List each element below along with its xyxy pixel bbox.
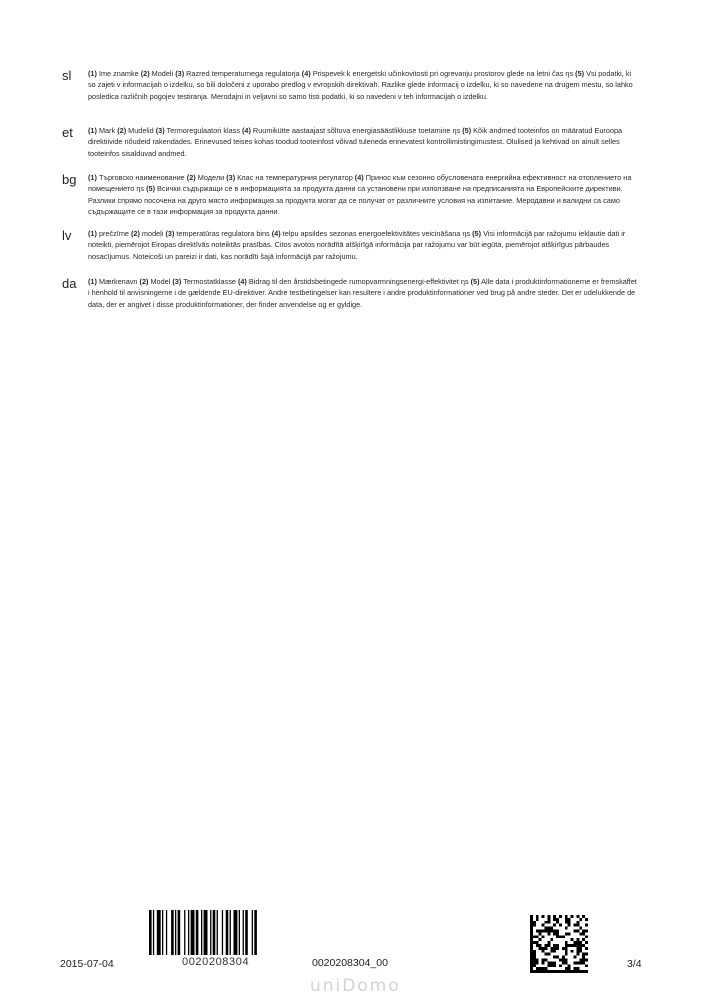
matrix-module: [568, 970, 571, 973]
matrix-module: [550, 930, 553, 933]
barcode-bar: [191, 910, 195, 955]
item-number: (5): [575, 69, 585, 78]
matrix-module: [556, 935, 559, 938]
matrix-module: [542, 970, 545, 973]
matrix-module: [576, 915, 579, 918]
matrix-module: [553, 970, 556, 973]
matrix-module: [582, 932, 585, 935]
matrix-module: [582, 938, 585, 941]
block-text: [88, 68, 640, 102]
item-text: Termostatklasse: [181, 277, 238, 286]
matrix-module: [553, 915, 556, 918]
matrix-module: [545, 927, 548, 930]
matrix-module: [576, 921, 579, 924]
matrix-module: [582, 970, 585, 973]
matrix-module: [582, 953, 585, 956]
matrix-module: [565, 953, 568, 956]
matrix-module: [556, 956, 559, 959]
matrix-module: [547, 921, 550, 924]
matrix-module: [568, 918, 571, 921]
matrix-module: [576, 938, 579, 941]
matrix-module: [553, 947, 556, 950]
matrix-module: [585, 918, 588, 921]
matrix-module: [533, 961, 536, 964]
matrix-module: [530, 941, 533, 944]
matrix-module: [536, 918, 539, 921]
matrix-module: [556, 947, 559, 950]
matrix-module: [582, 959, 585, 962]
matrix-module: [536, 961, 539, 964]
matrix-module: [576, 950, 579, 953]
matrix-module: [562, 970, 565, 973]
matrix-module: [579, 947, 582, 950]
item-number: (2): [139, 277, 149, 286]
matrix-module: [576, 953, 579, 956]
matrix-module: [562, 959, 565, 962]
matrix-module: [574, 941, 577, 944]
item-number: (4): [354, 173, 364, 182]
item-number: (5): [470, 277, 480, 286]
matrix-module: [559, 924, 562, 927]
matrix-module: [547, 964, 550, 967]
item-text: Prispevek k energetski učinkovitosti pri ogrevanju prostorov glede na letni čas ηs: [310, 69, 576, 78]
item-number: (2): [140, 69, 150, 78]
barcode-bar: [213, 910, 216, 955]
matrix-module: [533, 970, 536, 973]
matrix-module: [559, 964, 562, 967]
item-text: Termoregulaatori klass: [164, 126, 242, 135]
item-text: Visi informācijā par ražojumu iekļautie dati ir noteikti, piemērojot Eiropas direktīvās noteiktās prasības. Citos avotos norādītā atšķirīgā informācija par ražojumu var būt iegūta, piemērojot atšķirīgus pārbaudes nosacījumus. Noteicoši un pareizi ir dati, kas norādīti šajā informācijā par ražojumu.: [88, 229, 626, 261]
matrix-module: [533, 956, 536, 959]
barcode-bar: [234, 910, 238, 955]
matrix-module: [530, 953, 533, 956]
matrix-module: [547, 941, 550, 944]
matrix-module: [559, 915, 562, 918]
matrix-module: [547, 932, 550, 935]
matrix-module: [585, 947, 588, 950]
matrix-module: [556, 921, 559, 924]
matrix-module: [530, 947, 533, 950]
matrix-module: [571, 915, 574, 918]
matrix-module: [536, 941, 539, 944]
matrix-module: [576, 967, 579, 970]
item-text: Modeli: [149, 69, 176, 78]
matrix-module: [550, 947, 553, 950]
block-text: [88, 276, 640, 310]
matrix-module: [530, 959, 533, 962]
item-number: (4): [271, 229, 281, 238]
item-number: (1): [88, 229, 97, 238]
barcode-bar: [162, 910, 163, 955]
matrix-module: [576, 941, 579, 944]
matrix-module: [582, 944, 585, 947]
matrix-module: [530, 944, 533, 947]
matrix-module: [545, 953, 548, 956]
document-id: 0020208304_00: [312, 957, 388, 969]
item-text: Mudelid: [126, 126, 156, 135]
matrix-module: [536, 915, 539, 918]
matrix-module: [574, 970, 577, 973]
barcode-number: 0020208304: [182, 956, 250, 968]
watermark: uniDomo: [310, 976, 401, 996]
matrix-module: [530, 956, 533, 959]
matrix-module: [542, 967, 545, 970]
barcode-bar: [226, 910, 229, 955]
item-number: (1): [88, 277, 97, 286]
matrix-module: [565, 959, 568, 962]
matrix-module: [533, 959, 536, 962]
item-number: (1): [88, 126, 97, 135]
matrix-module: [556, 932, 559, 935]
footer-date: 2015-07-04: [60, 958, 114, 970]
item-text: Model: [148, 277, 173, 286]
barcode-bar: [184, 910, 185, 955]
matrix-module: [550, 970, 553, 973]
matrix-module: [585, 930, 588, 933]
item-text: Ime znamke: [96, 69, 141, 78]
matrix-module: [585, 924, 588, 927]
matrix-module: [576, 930, 579, 933]
barcode-bar: [166, 910, 167, 955]
matrix-module: [539, 947, 542, 950]
barcode-image: [149, 910, 285, 955]
barcode-bar: [252, 910, 253, 955]
matrix-module: [574, 956, 577, 959]
block-text: [88, 125, 640, 159]
matrix-module: [547, 927, 550, 930]
matrix-module: [565, 918, 568, 921]
matrix-module: [547, 953, 550, 956]
matrix-module: [562, 935, 565, 938]
item-text: Alle data i produktinformationerne er fremskaffet i henhold til anvisningerne i de gældende EU-direktiver. Andre testbetingelser kan resultere i andre produktinformationer ved brug på andre steder. Det er udelukkende de data, der er angivet i disse produktinformationer, der finder anvendelse og er gyldige.: [88, 277, 637, 309]
matrix-module: [533, 941, 536, 944]
item-number: (3): [226, 173, 236, 182]
matrix-module: [530, 970, 533, 973]
item-text: Mark: [96, 126, 118, 135]
matrix-module: [576, 924, 579, 927]
matrix-module: [556, 944, 559, 947]
matrix-module: [533, 950, 536, 953]
matrix-module: [556, 970, 559, 973]
matrix-module: [547, 961, 550, 964]
item-text: Ruumikütte aastaajast sõltuva energiasäästlikkuse toetamine ηs: [250, 126, 463, 135]
matrix-module: [568, 944, 571, 947]
matrix-module: [545, 930, 548, 933]
matrix-module: [550, 961, 553, 964]
matrix-module: [562, 961, 565, 964]
barcode-bar: [157, 910, 161, 955]
matrix-module: [530, 918, 533, 921]
matrix-module: [550, 950, 553, 953]
language-code: lv: [62, 228, 72, 243]
matrix-module: [579, 941, 582, 944]
matrix-module: [585, 959, 588, 962]
barcode-bar: [222, 910, 223, 955]
page-number: 3/4: [627, 958, 642, 970]
barcode-bar: [201, 910, 202, 955]
matrix-module: [553, 944, 556, 947]
matrix-module: [553, 932, 556, 935]
matrix-module: [579, 970, 582, 973]
matrix-module: [571, 970, 574, 973]
matrix-module: [565, 967, 568, 970]
matrix-module: [585, 935, 588, 938]
item-number: (5): [472, 229, 482, 238]
matrix-module: [565, 950, 568, 953]
language-code: sl: [62, 68, 72, 83]
barcode-bar: [245, 910, 248, 955]
barcode-bar: [171, 910, 174, 955]
matrix-module: [536, 944, 539, 947]
item-text: Bidrag til den årstidsbetingede rumopvarmningsenergi-effektivitet ηs: [246, 277, 471, 286]
item-number: (1): [88, 173, 97, 182]
item-number: (2): [117, 126, 127, 135]
matrix-module: [574, 944, 577, 947]
matrix-module: [568, 932, 571, 935]
matrix-module: [539, 944, 542, 947]
matrix-module: [542, 915, 545, 918]
language-code: bg: [62, 172, 77, 187]
barcode-bar: [230, 910, 231, 955]
item-number: (4): [301, 69, 311, 78]
barcode-bar: [204, 910, 208, 955]
matrix-module: [565, 915, 568, 918]
language-code: da: [62, 276, 77, 291]
matrix-module: [545, 967, 548, 970]
matrix-module: [574, 930, 577, 933]
item-number: (5): [462, 126, 472, 135]
matrix-module: [536, 967, 539, 970]
item-text: Модели: [195, 173, 227, 182]
item-number: (5): [146, 184, 155, 194]
barcode-bar: [188, 910, 189, 955]
matrix-module: [579, 950, 582, 953]
item-number: (3): [172, 277, 182, 286]
matrix-module: [574, 924, 577, 927]
matrix-module: [530, 967, 533, 970]
matrix-module: [579, 932, 582, 935]
matrix-module: [547, 915, 550, 918]
matrix-module: [559, 959, 562, 962]
item-text: Vsi podatki, ki so zajeti v informacijah o izdelku, so bili določeni z uporabo predlog v evropskih direktivah. Razlike glede informacij o izdelku, ki so navedene na drugem mestu, so lahko posledica različnih pogojev testiranja. Merodajni in veljavni so samo tisti podatki, ki so navedeni v teh informacijah o izdelku.: [88, 69, 633, 101]
barcode-bar: [178, 910, 181, 955]
matrix-module: [536, 959, 539, 962]
matrix-module: [536, 930, 539, 933]
matrix-module: [562, 956, 565, 959]
matrix-module: [533, 921, 536, 924]
matrix-module: [585, 970, 588, 973]
matrix-module: [550, 938, 553, 941]
matrix-module: [542, 947, 545, 950]
matrix-module: [530, 930, 533, 933]
matrix-module: [582, 915, 585, 918]
item-text: Mærkenavn: [96, 277, 140, 286]
matrix-module: [565, 970, 568, 973]
matrix-module: [539, 970, 542, 973]
matrix-module: [539, 932, 542, 935]
matrix-module: [530, 938, 533, 941]
matrix-module: [550, 964, 553, 967]
matrix-module: [545, 970, 548, 973]
matrix-module: [530, 932, 533, 935]
matrix-module: [579, 927, 582, 930]
matrix-module: [576, 970, 579, 973]
matrix-module: [571, 938, 574, 941]
item-text: Razred temperaturnega regulatorja: [184, 69, 302, 78]
matrix-module: [574, 967, 577, 970]
matrix-module: [530, 927, 533, 930]
barcode-bar: [153, 910, 154, 955]
matrix-module: [579, 961, 582, 964]
matrix-module: [565, 921, 568, 924]
matrix-module: [530, 924, 533, 927]
matrix-module: [533, 953, 536, 956]
item-number: (3): [155, 126, 165, 135]
matrix-module: [576, 961, 579, 964]
barcode-bar: [196, 910, 199, 955]
matrix-module: [553, 964, 556, 967]
item-text: Клас на температурния регулатор: [235, 173, 355, 182]
block-text: [88, 228, 640, 262]
item-text: Kõik andmed tooteinfos on määratud Euroopa direktiivide nõudeid rakendades. Erinevused teises kohas toodud tooteinfost võivad tuleneda erinevatest kontrollimistingimustest. Olulised ja kehtivad on ainult selles tooteinfos sisalduvad andmed.: [88, 126, 623, 158]
item-number: (2): [130, 229, 140, 238]
item-number: (4): [237, 277, 247, 286]
matrix-module: [542, 950, 545, 953]
matrix-module: [585, 964, 588, 967]
barcode-bar: [149, 910, 152, 955]
matrix-module: [553, 924, 556, 927]
matrix-module: [550, 927, 553, 930]
matrix-module: [556, 918, 559, 921]
matrix-module: [547, 918, 550, 921]
item-number: (1): [88, 69, 97, 78]
matrix-module: [545, 947, 548, 950]
matrix-module: [542, 959, 545, 962]
barcode-bar: [175, 910, 176, 955]
item-number: (2): [186, 173, 196, 182]
matrix-module: [553, 950, 556, 953]
item-text: prečzīme: [96, 229, 131, 238]
item-number: (3): [165, 229, 175, 238]
matrix-module: [576, 947, 579, 950]
matrix-module: [547, 930, 550, 933]
matrix-module: [542, 961, 545, 964]
matrix-module: [553, 961, 556, 964]
matrix-module: [545, 944, 548, 947]
barcode-bar: [239, 910, 240, 955]
matrix-module: [553, 930, 556, 933]
matrix-module: [553, 918, 556, 921]
matrix-module: [562, 947, 565, 950]
item-text: temperatūras regulatora bins: [174, 229, 272, 238]
matrix-module: [542, 935, 545, 938]
matrix-module: [536, 970, 539, 973]
matrix-module: [545, 959, 548, 962]
item-text: Търговско наименование: [96, 173, 187, 182]
barcode-bar: [210, 910, 211, 955]
item-text: telpu apsildes sezonas energoefektivitātes veicināšana ηs: [280, 229, 473, 238]
matrix-module: [568, 967, 571, 970]
matrix-module: [565, 961, 568, 964]
matrix-module: [533, 964, 536, 967]
matrix-module: [565, 941, 568, 944]
matrix-module: [539, 930, 542, 933]
matrix-module: [579, 959, 582, 962]
matrix-module: [585, 953, 588, 956]
matrix-module: [530, 935, 533, 938]
matrix-module: [539, 967, 542, 970]
matrix-module: [565, 944, 568, 947]
item-number: (3): [175, 69, 185, 78]
matrix-module: [533, 924, 536, 927]
matrix-module: [565, 932, 568, 935]
matrix-module: [571, 950, 574, 953]
matrix-module: [530, 921, 533, 924]
matrix-module: [539, 938, 542, 941]
item-text: modeļi: [139, 229, 166, 238]
matrix-module: [579, 918, 582, 921]
matrix-module: [585, 941, 588, 944]
matrix-module: [536, 935, 539, 938]
matrix-module: [530, 915, 533, 918]
item-text: Всички съдържащи се в информацията за продукта данни са установени при използване на предписанията на Европейските директиви. Разлики спрямо посочена на друго място информация за продукта могат да се получат от различните условия на изпитание. Меродавни и валидни са само съдържащите се в тази информация за продукта данни.: [88, 184, 623, 216]
matrix-module: [582, 930, 585, 933]
matrix-module: [542, 930, 545, 933]
barcode-bar: [243, 910, 244, 955]
matrix-module: [547, 970, 550, 973]
matrix-module: [553, 956, 556, 959]
matrix-module: [530, 961, 533, 964]
matrix-module: [582, 956, 585, 959]
datamatrix-code: [530, 915, 588, 973]
matrix-module: [576, 944, 579, 947]
matrix-module: [582, 961, 585, 964]
item-text: Принос към сезонно обусловената енергийна ефективност на отоплението на помещението ηs: [88, 173, 632, 194]
matrix-module: [542, 924, 545, 927]
matrix-module: [568, 924, 571, 927]
item-number: (4): [241, 126, 251, 135]
barcode-bar: [217, 910, 218, 955]
matrix-module: [545, 921, 548, 924]
block-text: [88, 172, 640, 217]
matrix-module: [571, 944, 574, 947]
matrix-module: [565, 947, 568, 950]
matrix-module: [530, 964, 533, 967]
matrix-module: [556, 930, 559, 933]
matrix-module: [533, 935, 536, 938]
matrix-module: [547, 944, 550, 947]
barcode-bar: [254, 910, 257, 955]
matrix-module: [559, 935, 562, 938]
matrix-module: [530, 950, 533, 953]
matrix-module: [568, 964, 571, 967]
matrix-module: [568, 921, 571, 924]
matrix-module: [579, 944, 582, 947]
language-code: et: [62, 125, 73, 140]
matrix-module: [574, 961, 577, 964]
matrix-module: [565, 927, 568, 930]
matrix-module: [559, 970, 562, 973]
